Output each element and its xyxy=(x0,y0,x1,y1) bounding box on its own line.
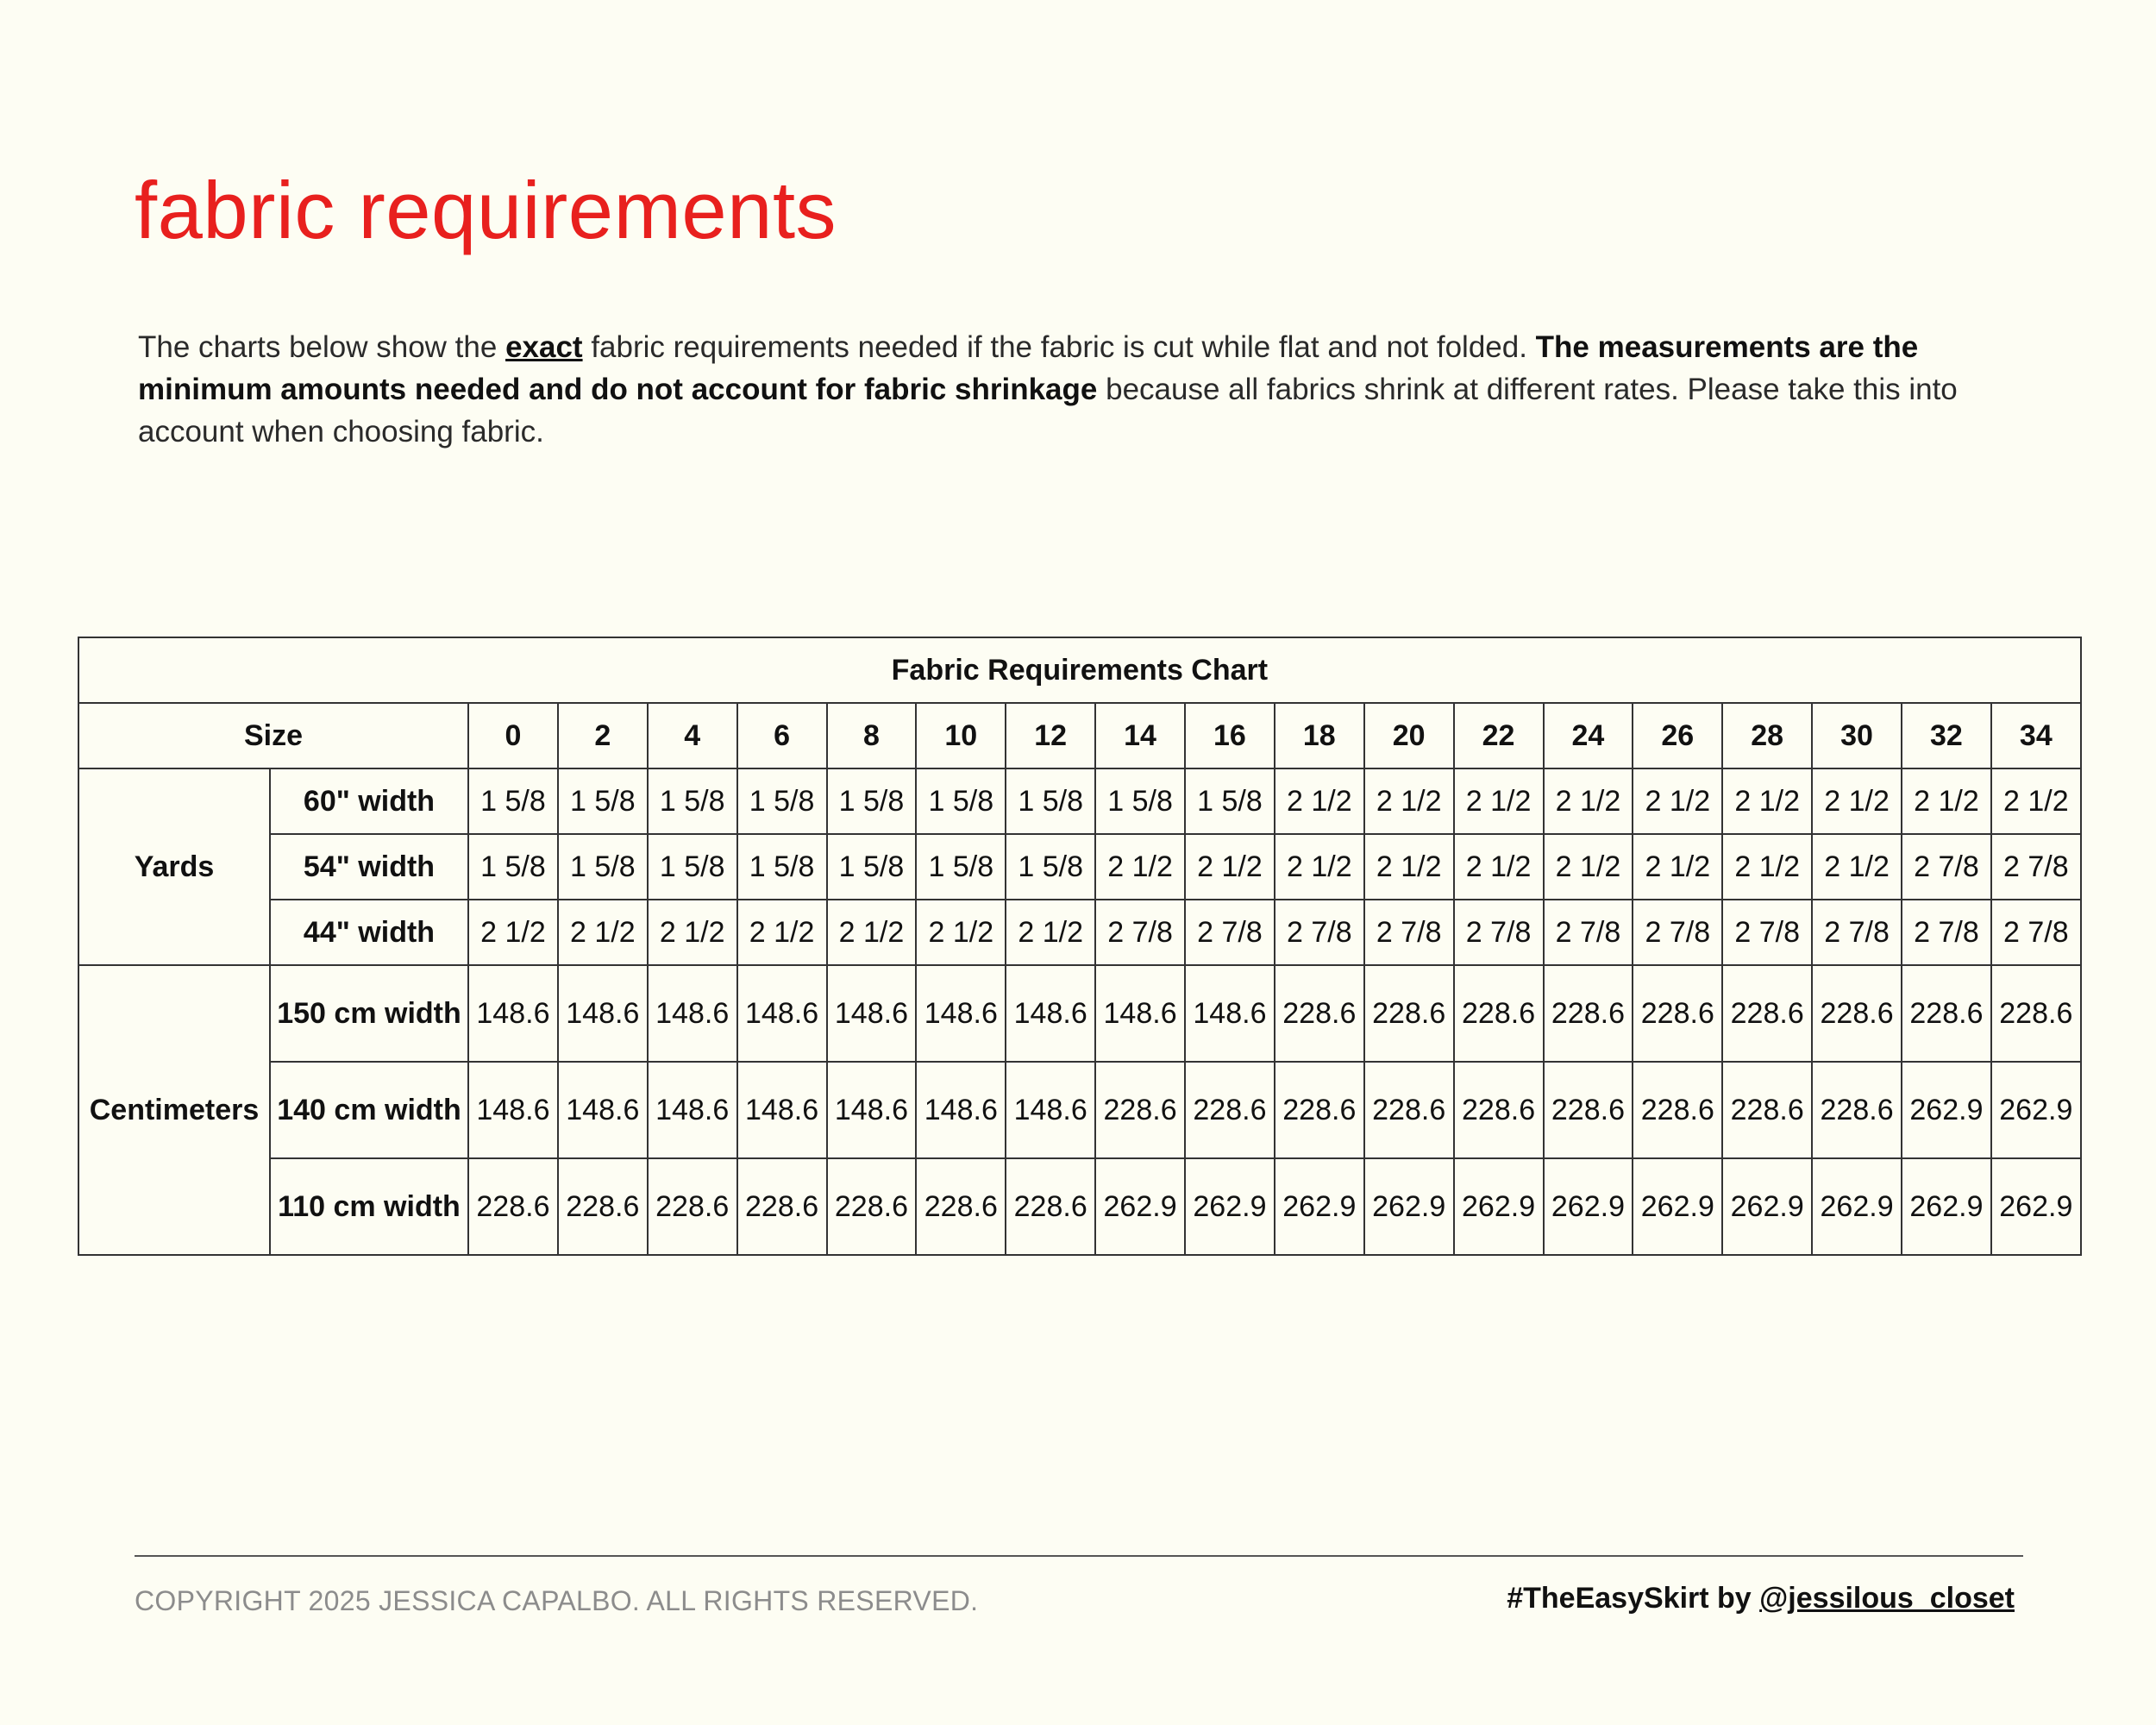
requirement-cell: 2 1/2 xyxy=(1722,834,1812,900)
size-header-cell: 26 xyxy=(1633,703,1722,768)
requirement-cell: 262.9 xyxy=(1991,1062,2081,1158)
requirement-cell: 2 7/8 xyxy=(1812,900,1902,965)
requirement-cell: 1 5/8 xyxy=(648,834,737,900)
requirement-cell: 148.6 xyxy=(737,1062,827,1158)
requirement-cell: 262.9 xyxy=(1095,1158,1185,1255)
requirement-cell: 2 7/8 xyxy=(1275,900,1364,965)
requirement-cell: 148.6 xyxy=(737,965,827,1062)
fabric-width-label: 140 cm width xyxy=(270,1062,468,1158)
requirement-cell: 228.6 xyxy=(1991,965,2081,1062)
fabric-width-label: 44" width xyxy=(270,900,468,965)
intro-text-2: fabric requirements needed if the fabric is cut while flat and not folded. xyxy=(582,330,1536,364)
requirement-cell: 228.6 xyxy=(916,1158,1006,1255)
requirement-cell: 2 1/2 xyxy=(558,900,648,965)
requirement-cell: 2 7/8 xyxy=(1095,900,1185,965)
table-row xyxy=(78,1062,2081,1158)
requirement-cell: 228.6 xyxy=(1812,1062,1902,1158)
requirement-cell: 148.6 xyxy=(916,1062,1006,1158)
intro-exact-emphasis: exact xyxy=(505,330,583,364)
requirement-cell: 1 5/8 xyxy=(1006,768,1095,834)
requirement-cell: 1 5/8 xyxy=(1006,834,1095,900)
requirement-cell: 228.6 xyxy=(1275,965,1364,1062)
requirement-cell: 228.6 xyxy=(1633,1062,1722,1158)
requirement-cell: 228.6 xyxy=(1364,1062,1454,1158)
requirement-cell: 2 7/8 xyxy=(1633,900,1722,965)
requirement-cell: 228.6 xyxy=(1544,1062,1633,1158)
requirement-cell: 228.6 xyxy=(1095,1062,1185,1158)
requirement-cell: 228.6 xyxy=(1364,965,1454,1062)
intro-paragraph xyxy=(138,326,1966,453)
requirement-cell: 2 7/8 xyxy=(1902,834,1991,900)
requirement-cell: 1 5/8 xyxy=(468,834,558,900)
size-header-cell: 28 xyxy=(1722,703,1812,768)
intro-text-3: because all fabrics shrink at different rates. Please take this into account when choosing fabric. xyxy=(138,373,1958,448)
size-header-cell: 14 xyxy=(1095,703,1185,768)
fabric-width-label: 110 cm width xyxy=(270,1158,468,1255)
requirement-cell: 262.9 xyxy=(1812,1158,1902,1255)
size-header-cell: 12 xyxy=(1006,703,1095,768)
requirement-cell: 1 5/8 xyxy=(1095,768,1185,834)
requirement-cell: 228.6 xyxy=(1722,965,1812,1062)
requirement-cell: 148.6 xyxy=(558,965,648,1062)
requirement-cell: 1 5/8 xyxy=(558,834,648,900)
requirement-cell: 1 5/8 xyxy=(1185,768,1275,834)
requirement-cell: 2 1/2 xyxy=(648,900,737,965)
requirement-cell: 2 1/2 xyxy=(468,900,558,965)
size-header-cell: 34 xyxy=(1991,703,2081,768)
requirement-cell: 2 1/2 xyxy=(1633,834,1722,900)
requirement-cell: 2 7/8 xyxy=(1991,834,2081,900)
requirement-cell: 262.9 xyxy=(1633,1158,1722,1255)
requirement-cell: 2 1/2 xyxy=(1006,900,1095,965)
requirement-cell: 2 1/2 xyxy=(1454,768,1544,834)
size-header-cell: 32 xyxy=(1902,703,1991,768)
requirement-cell: 262.9 xyxy=(1185,1158,1275,1255)
fabric-width-label: 150 cm width xyxy=(270,965,468,1062)
requirement-cell: 2 1/2 xyxy=(737,900,827,965)
requirement-cell: 2 1/2 xyxy=(1275,834,1364,900)
requirement-cell: 148.6 xyxy=(1185,965,1275,1062)
table-caption: Fabric Requirements Chart xyxy=(78,637,2081,703)
requirement-cell: 1 5/8 xyxy=(737,834,827,900)
credit-line xyxy=(1507,1582,2015,1615)
requirement-cell: 2 1/2 xyxy=(1275,768,1364,834)
requirement-cell: 228.6 xyxy=(1722,1062,1812,1158)
copyright-notice: COPYRIGHT 2025 JESSICA CAPALBO. ALL RIGHTS RESERVED. xyxy=(135,1585,979,1616)
requirement-cell: 148.6 xyxy=(558,1062,648,1158)
requirement-cell: 2 1/2 xyxy=(1364,834,1454,900)
requirement-cell: 2 1/2 xyxy=(1991,768,2081,834)
size-label: Size xyxy=(78,703,468,768)
size-header-cell: 22 xyxy=(1454,703,1544,768)
requirement-cell: 1 5/8 xyxy=(648,768,737,834)
size-header-cell: 6 xyxy=(737,703,827,768)
requirement-cell: 2 7/8 xyxy=(1544,900,1633,965)
size-header-cell: 0 xyxy=(468,703,558,768)
requirement-cell: 2 7/8 xyxy=(1454,900,1544,965)
requirement-cell: 262.9 xyxy=(1902,1062,1991,1158)
size-header-cell: 2 xyxy=(558,703,648,768)
requirement-cell: 2 1/2 xyxy=(1454,834,1544,900)
requirement-cell: 1 5/8 xyxy=(558,768,648,834)
requirement-cell: 228.6 xyxy=(737,1158,827,1255)
fabric-width-label: 54" width xyxy=(270,834,468,900)
requirement-cell: 1 5/8 xyxy=(916,834,1006,900)
requirement-cell: 262.9 xyxy=(1722,1158,1812,1255)
requirement-cell: 262.9 xyxy=(1902,1158,1991,1255)
requirement-cell: 1 5/8 xyxy=(827,768,917,834)
requirement-cell: 148.6 xyxy=(648,1062,737,1158)
size-header-cell: 4 xyxy=(648,703,737,768)
requirement-cell: 262.9 xyxy=(1275,1158,1364,1255)
size-header-cell: 18 xyxy=(1275,703,1364,768)
requirement-cell: 228.6 xyxy=(1633,965,1722,1062)
fabric-width-label: 60" width xyxy=(270,768,468,834)
requirement-cell: 2 1/2 xyxy=(916,900,1006,965)
credit-handle-link[interactable]: @jessilous_closet xyxy=(1759,1582,2015,1615)
size-header-cell: 16 xyxy=(1185,703,1275,768)
requirement-cell: 148.6 xyxy=(468,965,558,1062)
requirement-cell: 228.6 xyxy=(648,1158,737,1255)
size-header-row xyxy=(78,703,2081,768)
requirement-cell: 148.6 xyxy=(468,1062,558,1158)
requirement-cell: 2 1/2 xyxy=(827,900,917,965)
table-row xyxy=(78,965,2081,1062)
size-header-cell: 10 xyxy=(916,703,1006,768)
requirement-cell: 2 7/8 xyxy=(1722,900,1812,965)
size-header-cell: 24 xyxy=(1544,703,1633,768)
requirement-cell: 1 5/8 xyxy=(827,834,917,900)
requirement-cell: 148.6 xyxy=(827,965,917,1062)
table-row xyxy=(78,900,2081,965)
requirement-cell: 262.9 xyxy=(1364,1158,1454,1255)
table-row xyxy=(78,768,2081,834)
requirement-cell: 228.6 xyxy=(1812,965,1902,1062)
requirement-cell: 228.6 xyxy=(1902,965,1991,1062)
requirement-cell: 1 5/8 xyxy=(468,768,558,834)
requirement-cell: 2 1/2 xyxy=(1544,834,1633,900)
requirement-cell: 228.6 xyxy=(468,1158,558,1255)
requirement-cell: 2 1/2 xyxy=(1633,768,1722,834)
requirement-cell: 148.6 xyxy=(648,965,737,1062)
requirement-cell: 2 7/8 xyxy=(1991,900,2081,965)
requirement-cell: 228.6 xyxy=(558,1158,648,1255)
requirement-cell: 228.6 xyxy=(1185,1062,1275,1158)
unit-group-label: Centimeters xyxy=(78,965,270,1255)
requirement-cell: 262.9 xyxy=(1991,1158,2081,1255)
requirement-cell: 2 1/2 xyxy=(1812,834,1902,900)
requirement-cell: 2 1/2 xyxy=(1902,768,1991,834)
requirement-cell: 228.6 xyxy=(1454,1062,1544,1158)
intro-text-1: The charts below show the xyxy=(138,330,506,364)
requirement-cell: 228.6 xyxy=(1275,1062,1364,1158)
requirement-cell: 1 5/8 xyxy=(737,768,827,834)
requirement-cell: 2 7/8 xyxy=(1185,900,1275,965)
requirement-cell: 228.6 xyxy=(827,1158,917,1255)
requirement-cell: 2 1/2 xyxy=(1095,834,1185,900)
requirement-cell: 2 7/8 xyxy=(1364,900,1454,965)
requirement-cell: 148.6 xyxy=(916,965,1006,1062)
size-header-cell: 20 xyxy=(1364,703,1454,768)
size-header-cell: 8 xyxy=(827,703,917,768)
size-header-cell: 30 xyxy=(1812,703,1902,768)
fabric-requirements-table xyxy=(78,637,2082,1256)
requirement-cell: 2 1/2 xyxy=(1185,834,1275,900)
requirement-cell: 148.6 xyxy=(1006,965,1095,1062)
requirement-cell: 228.6 xyxy=(1544,965,1633,1062)
footer-divider xyxy=(135,1555,2023,1557)
intro-bold-note: The measurements are the minimum amounts needed and do not account for fabric shrinkage xyxy=(138,330,1919,406)
credit-hashtag: #TheEasySkirt by xyxy=(1507,1582,1760,1615)
requirement-cell: 2 1/2 xyxy=(1364,768,1454,834)
table-row xyxy=(78,1158,2081,1255)
requirement-cell: 148.6 xyxy=(1006,1062,1095,1158)
requirement-cell: 2 1/2 xyxy=(1722,768,1812,834)
page-title: fabric requirements xyxy=(135,165,837,255)
table-row xyxy=(78,834,2081,900)
requirement-cell: 148.6 xyxy=(827,1062,917,1158)
requirement-cell: 228.6 xyxy=(1006,1158,1095,1255)
requirement-cell: 262.9 xyxy=(1544,1158,1633,1255)
requirement-cell: 2 1/2 xyxy=(1544,768,1633,834)
table-caption-row xyxy=(78,637,2081,703)
requirement-cell: 228.6 xyxy=(1454,965,1544,1062)
requirement-cell: 2 1/2 xyxy=(1812,768,1902,834)
requirement-cell: 148.6 xyxy=(1095,965,1185,1062)
requirement-cell: 1 5/8 xyxy=(916,768,1006,834)
unit-group-label: Yards xyxy=(78,768,270,965)
requirement-cell: 262.9 xyxy=(1454,1158,1544,1255)
requirement-cell: 2 7/8 xyxy=(1902,900,1991,965)
